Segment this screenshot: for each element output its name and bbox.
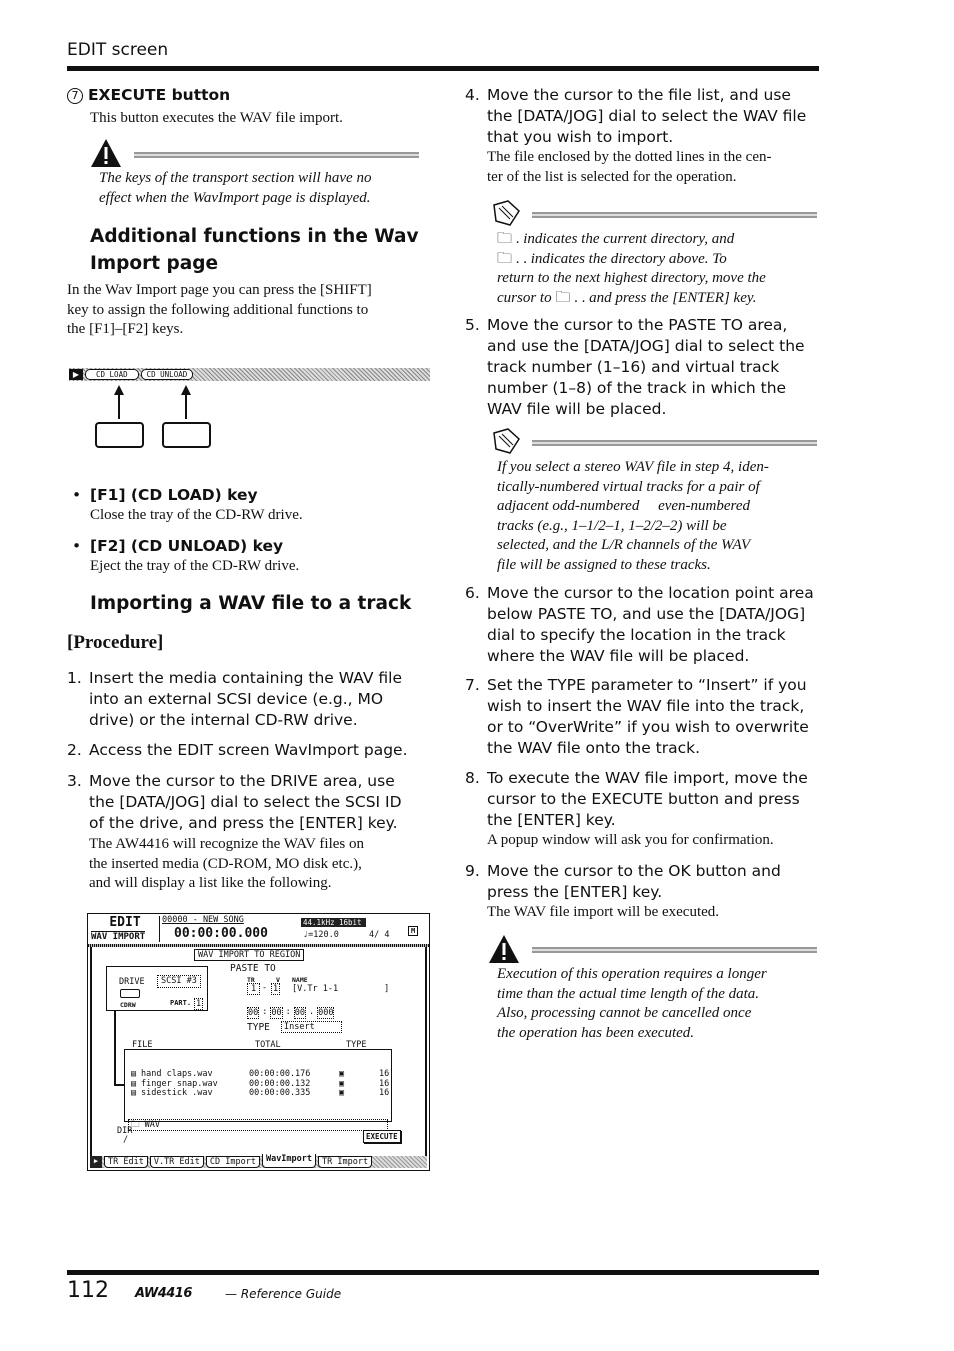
line: track number (1–16) and virtual track — [487, 358, 780, 376]
circled-number: 7 — [67, 88, 83, 104]
line: and will display a list like the following. — [89, 875, 332, 891]
tab-tr-edit[interactable]: TR Edit — [104, 1156, 148, 1168]
line: effect when the WavImport page is displayed. — [99, 189, 371, 206]
line: file will be assigned to these tracks. — [497, 556, 711, 573]
folder-icon: 🗀 . — [497, 231, 520, 247]
step-note — [487, 148, 806, 187]
line: the inserted media (CD-ROM, MO disk etc.), — [89, 855, 362, 872]
step-3 — [67, 771, 402, 894]
line: into an external SCSI device (e.g., MO — [89, 690, 384, 708]
tab-cd-import[interactable]: CD Import — [206, 1156, 260, 1168]
header-rule — [67, 66, 819, 71]
line: Additional functions in the Wav — [90, 226, 419, 247]
tip-icon — [490, 199, 522, 227]
line: tically-numbered virtual tracks for a pair of — [497, 478, 760, 495]
execute-button[interactable]: EXECUTE — [363, 1130, 401, 1143]
bullet-f1: • [F1] (CD LOAD) key — [72, 486, 258, 504]
connector — [114, 1084, 124, 1086]
loc-hours[interactable]: 00 — [248, 1008, 259, 1018]
tab-wavimport[interactable]: WavImport — [262, 1154, 316, 1168]
lcd-region: WAV IMPORT TO REGION — [194, 949, 304, 961]
line: Access the EDIT screen WavImport page. — [89, 741, 408, 759]
play-icon: ▶ — [90, 1156, 102, 1168]
tip-icon — [490, 427, 522, 455]
step-6 — [465, 583, 814, 667]
step-5 — [465, 315, 805, 420]
function-key-bar — [69, 368, 430, 381]
line: The file enclosed by the dotted lines in the cen- — [487, 149, 772, 165]
line: Move the cursor to the PASTE TO area, — [487, 316, 788, 334]
loc-ms[interactable]: 000 — [318, 1008, 334, 1018]
section-heading-importing: Importing a WAV file to a track — [90, 593, 412, 614]
connector — [114, 1011, 116, 1085]
type-label: TYPE — [247, 1022, 270, 1033]
aw4416-logo: AW4416 — [135, 1286, 192, 1301]
line: Import page — [90, 253, 219, 274]
col-type: TYPE — [346, 1040, 367, 1050]
dir-label: DIR — [117, 1126, 133, 1136]
bullet-text: Close the tray of the CD-RW drive. — [90, 507, 303, 523]
step-number: 3. — [67, 772, 82, 790]
line: Insert the media containing the WAV file — [89, 669, 402, 687]
bullet-text: Eject the tray of the CD-RW drive. — [90, 557, 300, 574]
step-number: 7. — [465, 676, 480, 694]
line: The AW4416 will recognize the WAV files on — [89, 836, 364, 852]
line: ter of the list is selected for the operation. — [487, 168, 737, 185]
step-2 — [67, 740, 408, 761]
bullet-title: [F2] (CD UNLOAD) key — [90, 536, 284, 555]
step-note: A popup window will ask you for confirmation. — [487, 832, 774, 848]
section-heading-additional — [90, 223, 419, 277]
function-key-diagram — [90, 385, 230, 450]
line: cursor to — [497, 289, 552, 306]
location-field: 00 : 00 : 00 . 000 — [248, 1007, 334, 1018]
type-value[interactable]: Insert — [281, 1021, 342, 1033]
lcd-meter: 4/ 4 — [369, 930, 390, 940]
wav-file-icon: ▤ — [131, 1078, 137, 1089]
line: below PASTE TO, and use the [DATA/JOG] — [487, 605, 806, 623]
name-label: NAME — [292, 976, 308, 984]
file-bits: 16 — [379, 1088, 390, 1098]
file-name: hand claps.wav — [141, 1069, 213, 1079]
line: key to assign the following additional functions to — [67, 301, 369, 318]
paste-to-label: PASTE TO — [230, 963, 276, 974]
tip-text — [497, 230, 766, 308]
cdrw-label: CDRW — [120, 1001, 136, 1009]
file-name: sidestick .wav — [141, 1088, 213, 1098]
line: In the Wav Import page you can press the [SHIFT] — [67, 282, 372, 298]
item-text: This button executes the WAV file import. — [90, 110, 343, 126]
loc-minutes[interactable]: 00 — [271, 1008, 282, 1018]
running-header: EDIT screen — [67, 40, 169, 60]
footer-rule — [67, 1270, 819, 1275]
step-7 — [465, 675, 809, 759]
step-number: 6. — [465, 584, 480, 602]
v-value[interactable]: 1 — [273, 984, 279, 994]
line: number (1–8) of the track in which the — [487, 379, 787, 397]
procedure-heading: [Procedure] — [67, 632, 164, 653]
line: cursor to the EXECUTE button and press — [487, 790, 800, 808]
lcd-m-indicator: M — [408, 926, 418, 936]
step-number: 4. — [465, 86, 480, 104]
step-number: 5. — [465, 316, 480, 334]
line: of the drive, and press the [ENTER] key. — [89, 814, 398, 832]
tip-divider — [532, 440, 817, 446]
tab-tr-import[interactable]: TR Import — [318, 1156, 372, 1168]
line: time than the actual time length of the data. — [497, 985, 760, 1002]
line: the WAV file onto the track. — [487, 739, 701, 757]
col-total: TOTAL — [255, 1040, 281, 1050]
line: selected, and the L/R channels of the WAV — [497, 537, 751, 553]
warning-divider — [532, 947, 817, 953]
line: The keys of the transport section will have no — [99, 170, 372, 186]
bullet-title: [F1] (CD LOAD) key — [90, 486, 258, 504]
guide-title: — Reference Guide — [225, 1287, 342, 1301]
drive-value[interactable]: SCSI #3 — [157, 975, 201, 988]
folder-up-icon: 🗀 . . — [555, 289, 586, 306]
line: the operation has been executed. — [497, 1024, 695, 1041]
line: the [F1]–[F2] keys. — [67, 321, 184, 337]
file-total: 00:00:00.335 — [249, 1088, 311, 1098]
line: drive) or the internal CD-RW drive. — [89, 711, 358, 729]
lcd-song: 00000 - NEW SONG — [162, 915, 244, 925]
folder-row[interactable]: 🗀 WAV — [128, 1119, 388, 1131]
lcd-time: 00:00:00.000 — [174, 926, 268, 941]
mono-icon: ▣ — [339, 1088, 345, 1098]
step-1 — [67, 668, 402, 731]
page-number: 112 — [67, 1278, 109, 1303]
line: adjacent odd-numbered even-numbered — [497, 498, 750, 514]
line: If you select a stereo WAV file in step 4, iden- — [497, 459, 769, 475]
warning-divider — [134, 152, 419, 158]
line: tracks (e.g., 1–1/2–1, 1–2/2–2) will be — [497, 517, 727, 534]
line: the [DATA/JOG] dial to select the SCSI ID — [89, 793, 402, 811]
file-bits: 16 — [379, 1078, 390, 1089]
line: Set the TYPE parameter to “Insert” if you — [487, 676, 807, 694]
divider — [159, 916, 160, 942]
warning-text — [99, 169, 371, 208]
line: that you wish to import. — [487, 128, 674, 146]
line: dial to specify the location in the track — [487, 626, 786, 644]
step-9 — [465, 861, 781, 923]
tip-text — [497, 458, 769, 575]
tab-vtr-edit[interactable]: V.TR Edit — [150, 1156, 204, 1168]
mono-icon: ▣ — [339, 1078, 345, 1089]
file-list[interactable] — [124, 1049, 392, 1130]
lcd-tab-bar — [90, 1156, 427, 1168]
line: Move the cursor to the file list, and use — [487, 86, 791, 104]
additional-text — [67, 281, 372, 340]
f2-label: CD UNLOAD — [141, 369, 194, 380]
tr-value[interactable]: 1 — [247, 983, 260, 995]
line: Move the cursor to the location point area — [487, 584, 814, 602]
lcd-mode: EDIT — [109, 915, 141, 930]
line: return to the next highest directory, move the — [497, 270, 766, 286]
name-value[interactable]: [V.Tr 1-1 ] — [292, 984, 390, 994]
line: Move the cursor to the OK button and — [487, 862, 781, 880]
file-total: 00:00:00.176 — [249, 1069, 311, 1079]
file-bits: 16 — [379, 1069, 390, 1079]
line: and press the [ENTER] key. — [589, 289, 757, 306]
tr-label: TR — [247, 976, 255, 984]
step-note — [89, 835, 402, 894]
play-icon: ▶ — [69, 369, 83, 380]
line: or to “OverWrite” if you wish to overwrite — [487, 718, 809, 736]
file-row[interactable] — [125, 1089, 391, 1099]
line: wish to insert the WAV file into the track, — [487, 697, 805, 715]
lcd-screen — [87, 913, 430, 1171]
col-file: FILE — [132, 1040, 153, 1050]
step-8 — [465, 768, 808, 851]
wav-file-icon: ▤ — [131, 1088, 137, 1098]
line: the [ENTER] key. — [487, 811, 616, 829]
step-4 — [465, 85, 806, 187]
lcd-rate: 44.1kHz — [303, 918, 335, 927]
line: and use the [DATA/JOG] dial to select the — [487, 337, 805, 355]
warning-icon — [90, 138, 122, 168]
lcd-tempo: ♩=120.0 — [303, 930, 339, 940]
line: indicates the directory above. To — [530, 250, 727, 267]
item-title: EXECUTE button — [87, 86, 231, 104]
lcd-page: WAV IMPORT — [91, 932, 146, 942]
line: WAV file will be placed. — [487, 400, 667, 418]
dir-value: / — [123, 1135, 129, 1145]
line: where the WAV file will be placed. — [487, 647, 750, 665]
line: Also, processing cannot be cancelled once — [497, 1005, 752, 1021]
step-number: 9. — [465, 862, 480, 880]
step-number: 1. — [67, 669, 82, 687]
v-label: V — [276, 976, 280, 984]
bullet-f2: • [F2] (CD UNLOAD) key — [72, 536, 284, 555]
part-value[interactable]: 1 — [196, 999, 202, 1009]
step-number: 8. — [465, 769, 480, 787]
drive-label: DRIVE — [119, 977, 145, 987]
warning-text — [497, 965, 767, 1043]
step-number: 2. — [67, 741, 82, 759]
step-note: The WAV file import will be executed. — [487, 904, 720, 920]
line: indicates the current directory, and — [523, 231, 735, 247]
tip-divider — [532, 212, 817, 218]
folder-name: WAV — [144, 1119, 160, 1130]
line: Execution of this operation requires a longer — [497, 966, 767, 982]
bullet-list — [72, 485, 303, 576]
wav-file-icon: ▤ — [131, 1069, 137, 1079]
loc-seconds[interactable]: 00 — [294, 1008, 305, 1018]
warning-icon — [488, 934, 520, 964]
item-7 — [67, 85, 230, 106]
part-label: PART. — [170, 999, 192, 1007]
folder-up-icon: 🗀 . . — [497, 250, 528, 267]
line: press the [ENTER] key. — [487, 883, 663, 901]
line: To execute the WAV file import, move the — [487, 769, 808, 787]
line: Move the cursor to the DRIVE area, use — [89, 772, 395, 790]
dash: - — [262, 983, 268, 993]
line: the [DATA/JOG] dial to select the WAV file — [487, 107, 807, 125]
mono-icon: ▣ — [339, 1069, 345, 1079]
file-name: finger snap.wav — [141, 1078, 218, 1089]
f1-label: CD LOAD — [85, 369, 139, 380]
lcd-bits: 16bit — [335, 918, 366, 927]
cdrw-icon — [120, 989, 140, 998]
file-total: 00:00:00.132 — [249, 1078, 311, 1089]
